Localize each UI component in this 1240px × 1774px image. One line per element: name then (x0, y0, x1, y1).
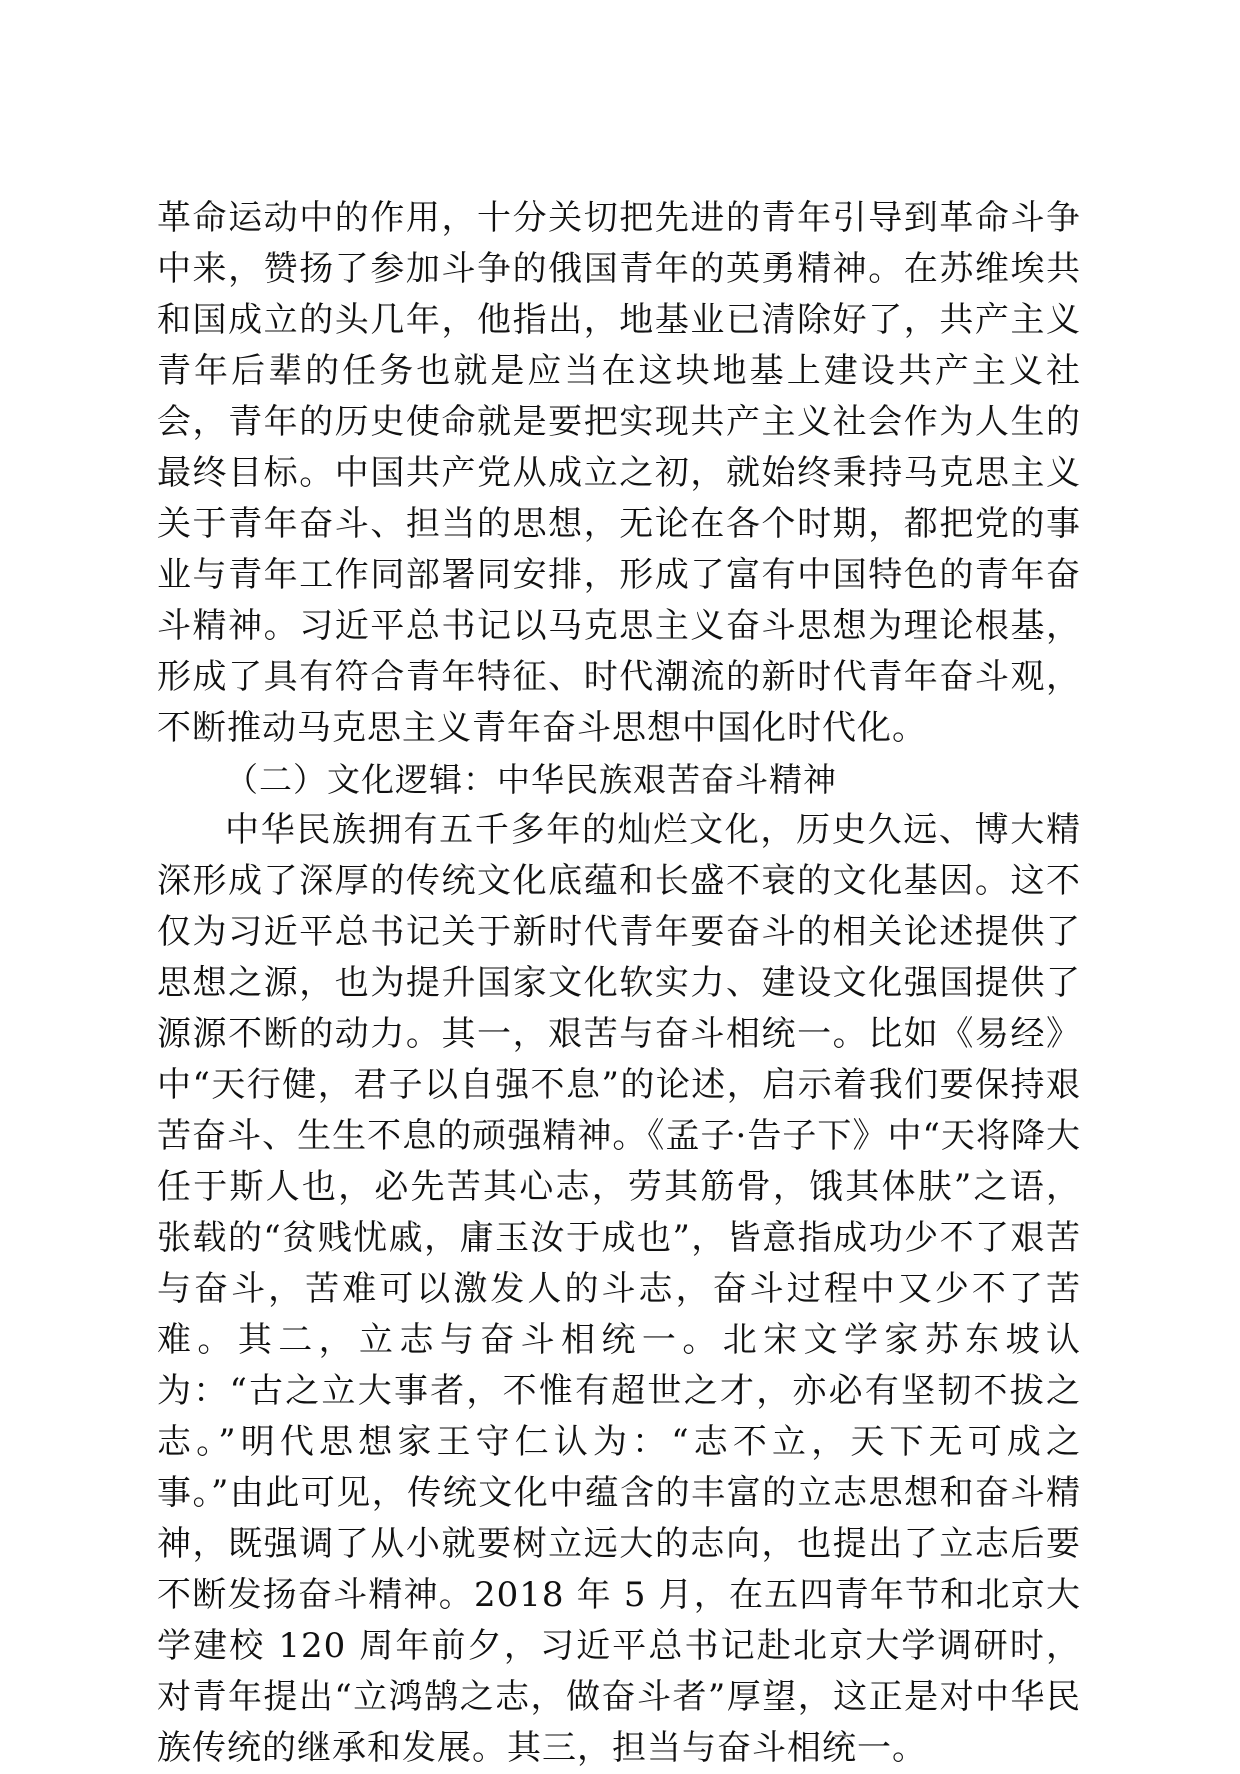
paragraph-continued: 革命运动中的作用，十分关切把先进的青年引导到革命斗争中来，赞扬了参加斗争的俄国青年的英勇精神。在苏维埃共和国成立的头几年，他指出，地基业已清除好了，共产主义青年后辈的任务也就是应当在这块地基上建设共产主义社会，青年的历史使命就是要把实现共产主义社会作为人生的最终目标。中国共产党从成立之初，就始终秉持马克思主义关于青年奋斗、担当的思想，无论在各个时期，都把党的事业与青年工作同部署同安排，形成了富有中国特色的青年奋斗精神。习近平总书记以马克思主义奋斗思想为理论根基，形成了具有符合青年特征、时代潮流的新时代青年奋斗观，不断推动马克思主义青年奋斗思想中国化时代化。 (157, 198, 1081, 748)
document-body (157, 193, 1081, 1774)
section-heading: （二）文化逻辑：中华民族艰苦奋斗精神 (225, 760, 837, 799)
paragraph-cultural-logic: 中华民族拥有五千多年的灿烂文化，历史久远、博大精深形成了深厚的传统文化底蕴和长盛不衰的文化基因。这不仅为习近平总书记关于新时代青年要奋斗的相关论述提供了思想之源，也为提升国家文化软实力、建设文化强国提供了源源不断的动力。其一，艰苦与奋斗相统一。比如《易经》中“天行健，君子以自强不息”的论述，启示着我们要保持艰苦奋斗、生生不息的顽强精神。《孟子·告子下》中“天将降大任于斯人也，必先苦其心志，劳其筋骨，饿其体肤”之语，张载的“贫贱忧戚，庸玉汝于成也”，皆意指成功少不了艰苦与奋斗，苦难可以激发人的斗志，奋斗过程中又少不了苦难。其二，立志与奋斗相统一。北宋文学家苏东坡认为：“古之立大事者，不惟有超世之才，亦必有坚韧不拔之志。”明代思想家王守仁认为：“志不立，天下无可成之事。”由此可见，传统文化中蕴含的丰富的立志思想和奋斗精神，既强调了从小就要树立远大的志向，也提出了立志后要不断发扬奋斗精神。2018 年 5 月，在五四青年节和北京大学建校 120 周年前夕，习近平总书记赴北京大学调研时，对青年提出“立鸿鹄之志，做奋斗者”厚望，这正是对中华民族传统的继承和发展。其三，担当与奋斗相统一。 (157, 810, 1081, 1768)
